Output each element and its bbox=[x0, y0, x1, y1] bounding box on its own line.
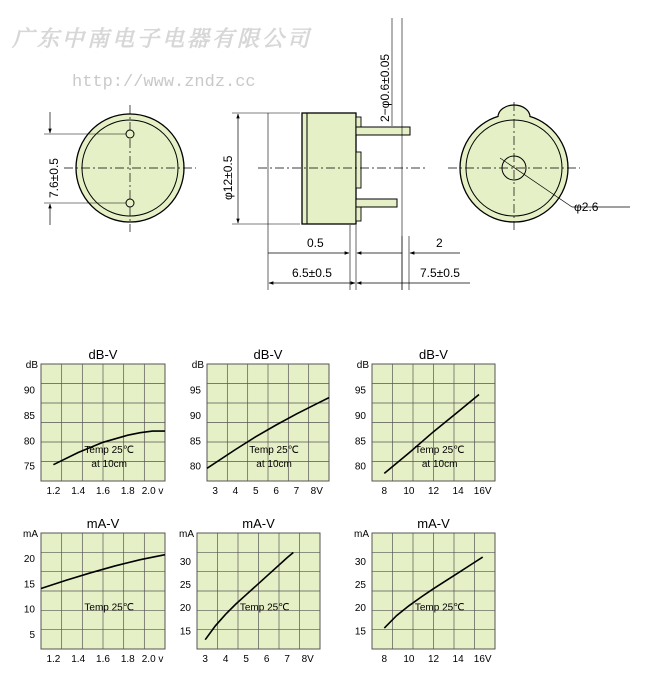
front-view bbox=[44, 105, 196, 232]
x-tick-label: 1.4 bbox=[71, 654, 86, 665]
back-view bbox=[448, 102, 630, 232]
dim-pin-length-label: 7.5±0.5 bbox=[420, 266, 460, 280]
side-view bbox=[221, 18, 470, 290]
y-tick-label: 95 bbox=[354, 385, 366, 397]
x-tick-label: 12 bbox=[427, 654, 440, 665]
chart-annotation: Temp 25℃ bbox=[84, 602, 134, 614]
side-body bbox=[302, 113, 356, 224]
y-tick-label: 90 bbox=[23, 385, 35, 397]
chart-title: mA-V bbox=[86, 516, 120, 531]
y-tick-label: 20 bbox=[179, 603, 191, 615]
pin-hole-bottom bbox=[126, 199, 134, 207]
x-tick-label: 1.6 bbox=[96, 654, 110, 665]
y-tick-label: 15 bbox=[23, 579, 35, 591]
y-tick-label: 95 bbox=[189, 385, 201, 397]
y-axis-unit: dB bbox=[356, 360, 369, 371]
website-url: http://www.zndz.cc bbox=[72, 73, 256, 92]
chart-annotation: at 10cm bbox=[256, 458, 292, 470]
y-tick-label: 80 bbox=[189, 461, 201, 473]
y-tick-label: 25 bbox=[179, 580, 191, 592]
chart-2 bbox=[190, 347, 329, 497]
chart-4 bbox=[23, 516, 165, 665]
y-tick-label: 30 bbox=[179, 556, 191, 568]
y-tick-label: 15 bbox=[354, 626, 366, 638]
y-tick-label: 85 bbox=[189, 436, 201, 448]
x-tick-label: 14 bbox=[452, 654, 464, 665]
x-tick-label: 2.0 v bbox=[141, 486, 164, 497]
y-tick-label: 15 bbox=[179, 626, 191, 638]
y-tick-label: 80 bbox=[354, 461, 366, 473]
y-axis-unit: mA bbox=[179, 529, 194, 540]
chart-title: mA-V bbox=[417, 516, 450, 531]
chart-annotation: Temp 25℃ bbox=[239, 602, 290, 614]
chart-annotation: at 10cm bbox=[91, 458, 127, 470]
y-tick-label: 85 bbox=[23, 410, 35, 422]
x-tick-label: 5 bbox=[253, 486, 259, 497]
pin-bottom bbox=[356, 199, 397, 207]
x-tick-label: 1.8 bbox=[120, 486, 135, 497]
y-tick-label: 5 bbox=[29, 629, 35, 641]
chart-title: dB-V bbox=[253, 347, 283, 362]
chart-3 bbox=[355, 347, 495, 497]
charts-group bbox=[23, 347, 495, 665]
x-tick-label: 7 bbox=[293, 486, 300, 497]
y-tick-label: 90 bbox=[354, 410, 366, 422]
company-name: 广东中南电子电器有限公司 bbox=[12, 26, 313, 51]
x-tick-label: 8V bbox=[310, 486, 323, 497]
y-tick-label: 20 bbox=[354, 603, 366, 615]
chart-5 bbox=[179, 516, 320, 665]
dim-hole-label: φ2.6 bbox=[574, 200, 599, 214]
dim-body-length-label: 6.5±0.5 bbox=[292, 266, 332, 280]
x-tick-label: 1.4 bbox=[71, 486, 86, 497]
x-tick-label: 6 bbox=[263, 654, 270, 665]
x-tick-label: 5 bbox=[243, 654, 249, 665]
x-tick-label: 3 bbox=[212, 486, 218, 497]
x-tick-label: 16V bbox=[473, 486, 492, 497]
x-tick-label: 1.6 bbox=[96, 486, 110, 497]
chart-1 bbox=[24, 347, 165, 497]
pin-hole-top bbox=[126, 130, 134, 138]
dim-pin-width-label: 2 bbox=[436, 236, 443, 250]
dim-diameter-label: φ12±0.5 bbox=[221, 155, 235, 200]
x-tick-label: 4 bbox=[222, 654, 229, 665]
x-tick-label: 14 bbox=[452, 486, 464, 497]
chart-annotation: Temp 25℃ bbox=[84, 444, 134, 456]
x-tick-label: 8V bbox=[301, 654, 314, 665]
chart-6 bbox=[354, 516, 495, 665]
x-tick-label: 8 bbox=[381, 486, 388, 497]
chart-title: dB-V bbox=[419, 347, 448, 362]
x-tick-label: 1.8 bbox=[120, 654, 135, 665]
chart-annotation: Temp 25℃ bbox=[249, 444, 299, 456]
chart-annotation: at 10cm bbox=[421, 458, 458, 470]
x-tick-label: 10 bbox=[403, 486, 415, 497]
x-tick-label: 2.0 v bbox=[141, 654, 164, 665]
y-tick-label: 80 bbox=[23, 436, 35, 448]
x-tick-label: 6 bbox=[273, 486, 279, 497]
dim-pins-label: 2−φ0.6±0.05 bbox=[378, 53, 392, 122]
x-tick-label: 3 bbox=[202, 654, 208, 665]
y-axis-unit: dB bbox=[25, 360, 38, 371]
chart-title: dB-V bbox=[88, 347, 118, 362]
y-tick-label: 10 bbox=[23, 604, 35, 616]
y-axis-unit: mA bbox=[354, 529, 369, 540]
chart-annotation: Temp 25℃ bbox=[414, 602, 465, 614]
x-tick-label: 1.2 bbox=[46, 654, 61, 665]
x-tick-label: 8 bbox=[381, 654, 388, 665]
x-tick-label: 16V bbox=[473, 654, 492, 665]
y-tick-label: 20 bbox=[23, 554, 35, 566]
y-axis-unit: dB bbox=[191, 360, 204, 371]
x-tick-label: 12 bbox=[427, 486, 440, 497]
y-tick-label: 85 bbox=[354, 436, 366, 448]
x-tick-label: 7 bbox=[284, 654, 290, 665]
y-tick-label: 75 bbox=[23, 461, 35, 473]
chart-annotation: Temp 25℃ bbox=[414, 444, 465, 456]
y-axis-unit: mA bbox=[23, 529, 38, 540]
x-tick-label: 10 bbox=[403, 654, 415, 665]
dim-pin-offset-label: 0.5 bbox=[307, 236, 324, 250]
x-tick-label: 4 bbox=[232, 486, 239, 497]
x-tick-label: 1.2 bbox=[46, 486, 61, 497]
dim-height-label: 7.6±0.5 bbox=[47, 158, 61, 198]
y-tick-label: 25 bbox=[354, 580, 366, 592]
y-tick-label: 30 bbox=[354, 556, 366, 568]
chart-title: mA-V bbox=[242, 516, 275, 531]
y-tick-label: 90 bbox=[189, 410, 201, 422]
